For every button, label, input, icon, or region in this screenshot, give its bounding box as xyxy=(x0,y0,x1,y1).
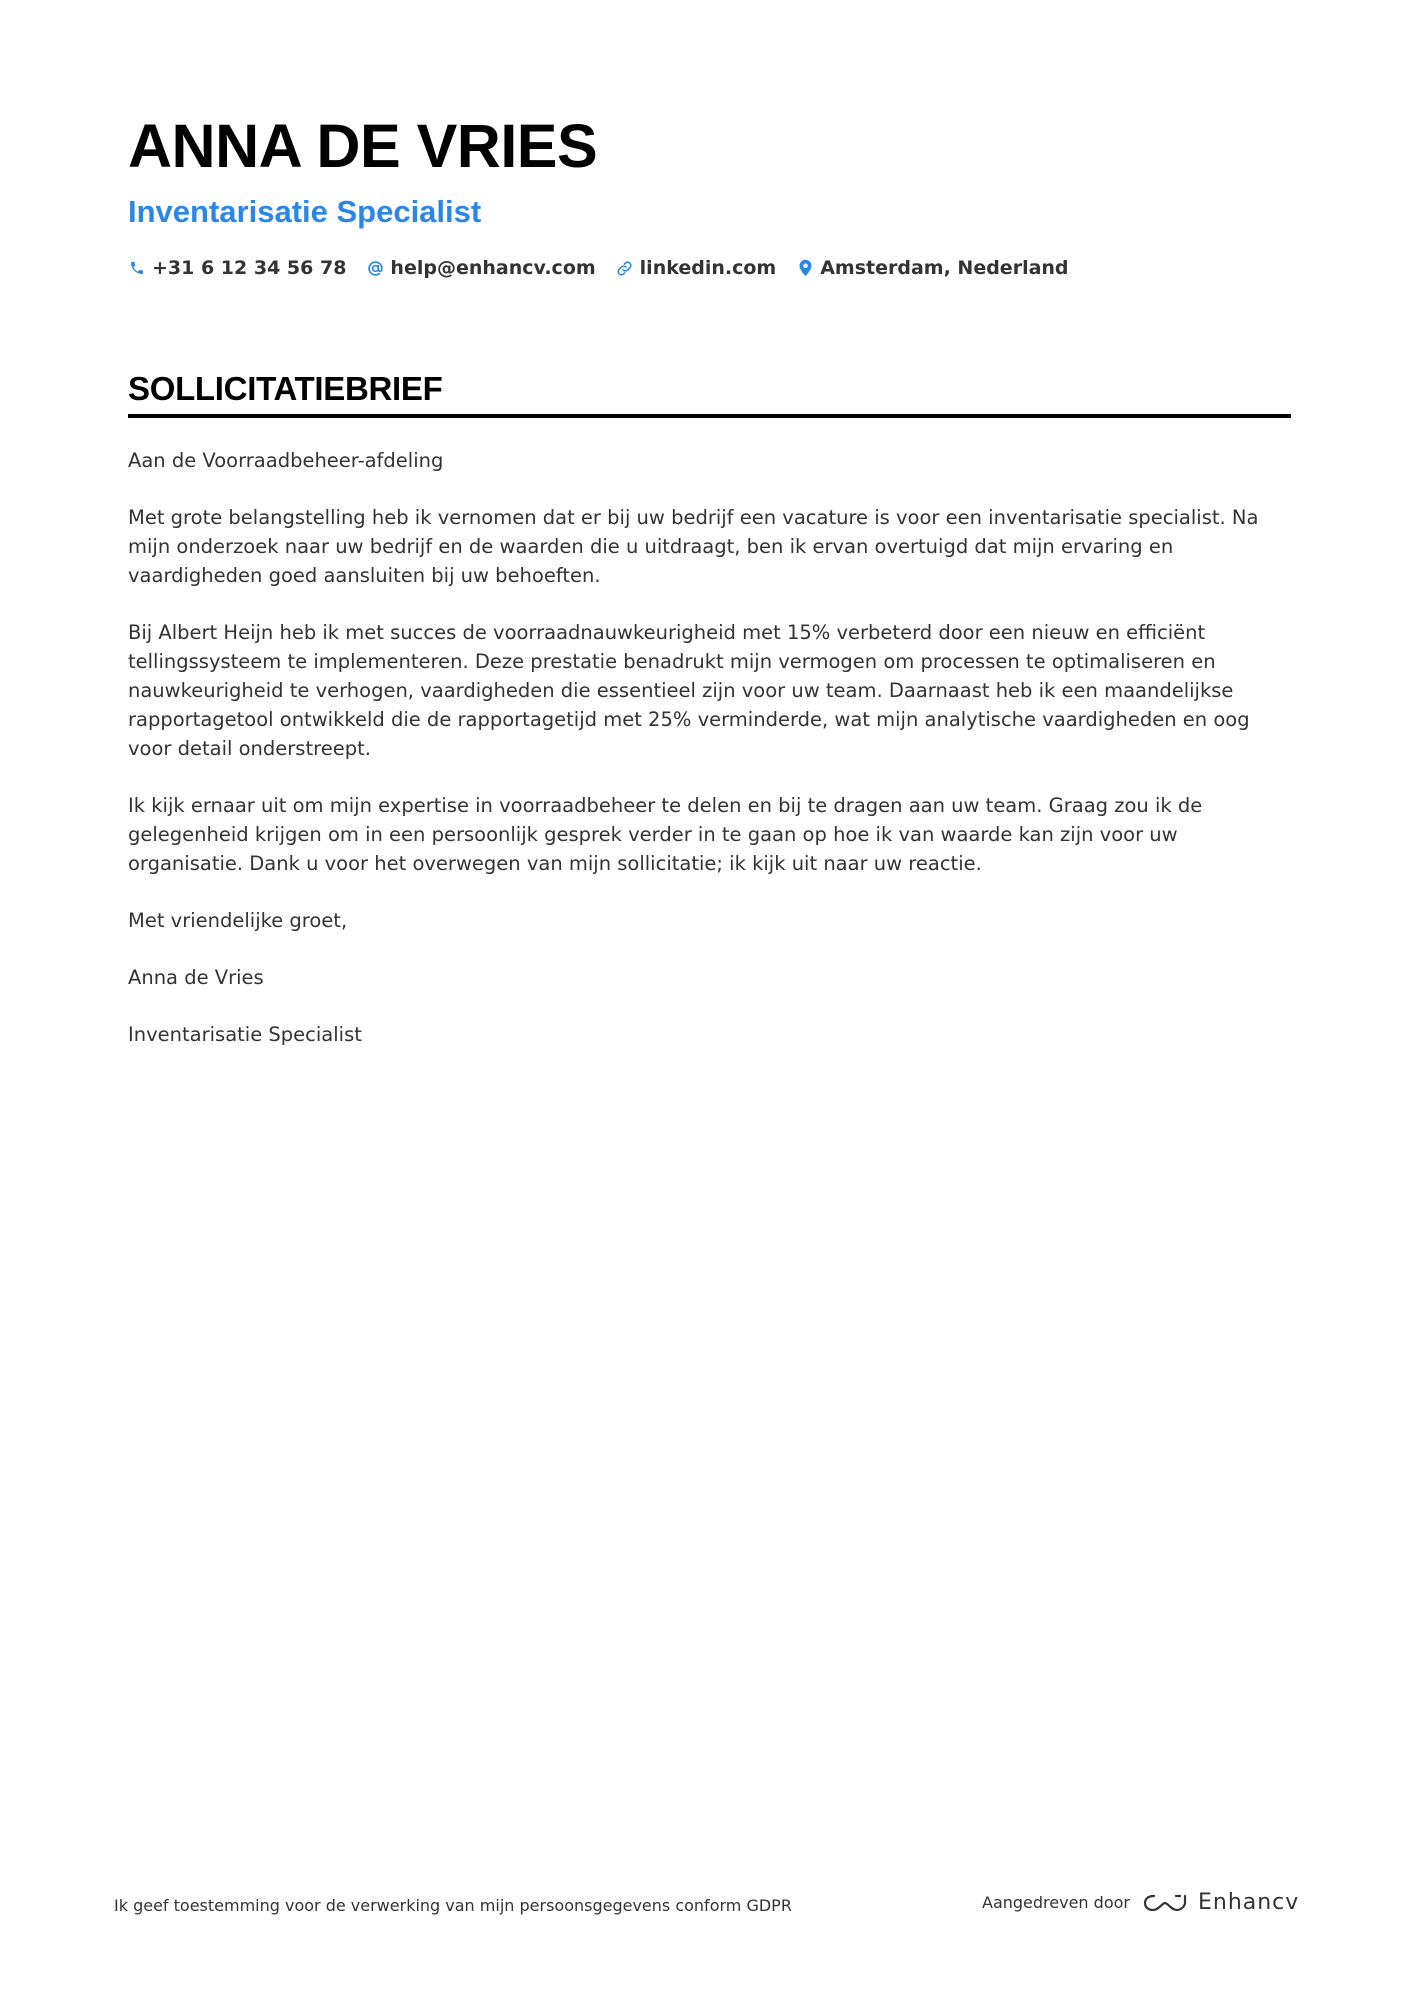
contact-email[interactable] xyxy=(366,257,595,279)
powered-by[interactable] xyxy=(982,1890,1299,1915)
letter-salutation: Aan de Voorraadbeheer-afdeling xyxy=(128,449,444,472)
signature-name: Anna de Vries xyxy=(128,966,264,989)
letter-paragraph-2: Bij Albert Heijn heb ik met succes de voorraadnauwkeurigheid met 15% verbeterd door een nieuw en efficiënt tellingssysteem te implementeren. Deze prestatie benadrukt mijn vermogen om processen te optimaliseren en nauwkeurigheid te verhogen, vaardigheden die essentieel zijn voor uw team. Daarnaast heb ik een maandelijkse rapportagetool ontwikkeld die de rapportagetijd met 25% verminderde, wat mijn analytische vaardigheden en oog voor detail onderstreept. xyxy=(128,621,1250,760)
cover-letter-section xyxy=(128,368,1291,1077)
contact-linkedin[interactable] xyxy=(616,257,777,279)
contact-location xyxy=(796,257,1068,279)
letter-paragraph-1: Met grote belangstelling heb ik vernomen dat er bij uw bedrijf een vacature is voor een inventarisatie specialist. Na mijn onderzoek naar uw bedrijf en de waarden die u uitdraagt, ben ik ervan overtuigd dat mijn ervaring en vaardigheden goed aansluiten bij uw behoeften. xyxy=(128,506,1259,587)
section-title: SOLLICITATIEBRIEF xyxy=(128,370,443,407)
header xyxy=(128,108,1291,284)
letter-closing: Met vriendelijke groet, xyxy=(128,909,348,932)
brand-name: Enhancv xyxy=(1197,1890,1300,1915)
phone-icon xyxy=(128,259,146,277)
linkedin-text[interactable]: linkedin.com xyxy=(639,257,777,279)
at-icon xyxy=(366,259,384,277)
letter-paragraph-3: Ik kijk ernaar uit om mijn expertise in voorraadbeheer te delen en bij te dragen aan uw team. Graag zou ik de gelegenheid krijgen om in een persoonlijk gesprek verder in te gaan op hoe ik van waarde kan zijn voor uw organisatie. Dank u voor het overwegen van mijn sollicitatie; ik kijk uit naar uw reactie. xyxy=(128,794,1203,875)
powered-by-label: Aangedreven door xyxy=(982,1893,1130,1912)
candidate-name: ANNA DE VRIES xyxy=(128,112,598,180)
location-text: Amsterdam, Nederland xyxy=(820,257,1069,279)
location-pin-icon xyxy=(796,259,814,277)
gdpr-consent: Ik geef toestemming voor de verwerking van mijn persoonsgegevens conform GDPR xyxy=(114,1896,792,1915)
phone-text: +31 6 12 34 56 78 xyxy=(152,257,347,279)
contact-info xyxy=(128,252,1291,284)
link-icon xyxy=(616,259,634,277)
email-text[interactable]: help@enhancv.com xyxy=(390,257,596,279)
section-divider xyxy=(128,414,1291,418)
enhancv-logo-icon xyxy=(1142,1891,1188,1915)
letter-body xyxy=(128,446,1291,1049)
contact-phone xyxy=(128,257,346,279)
signature-title: Inventarisatie Specialist xyxy=(128,1023,362,1046)
job-title: Inventarisatie Specialist xyxy=(128,194,482,229)
